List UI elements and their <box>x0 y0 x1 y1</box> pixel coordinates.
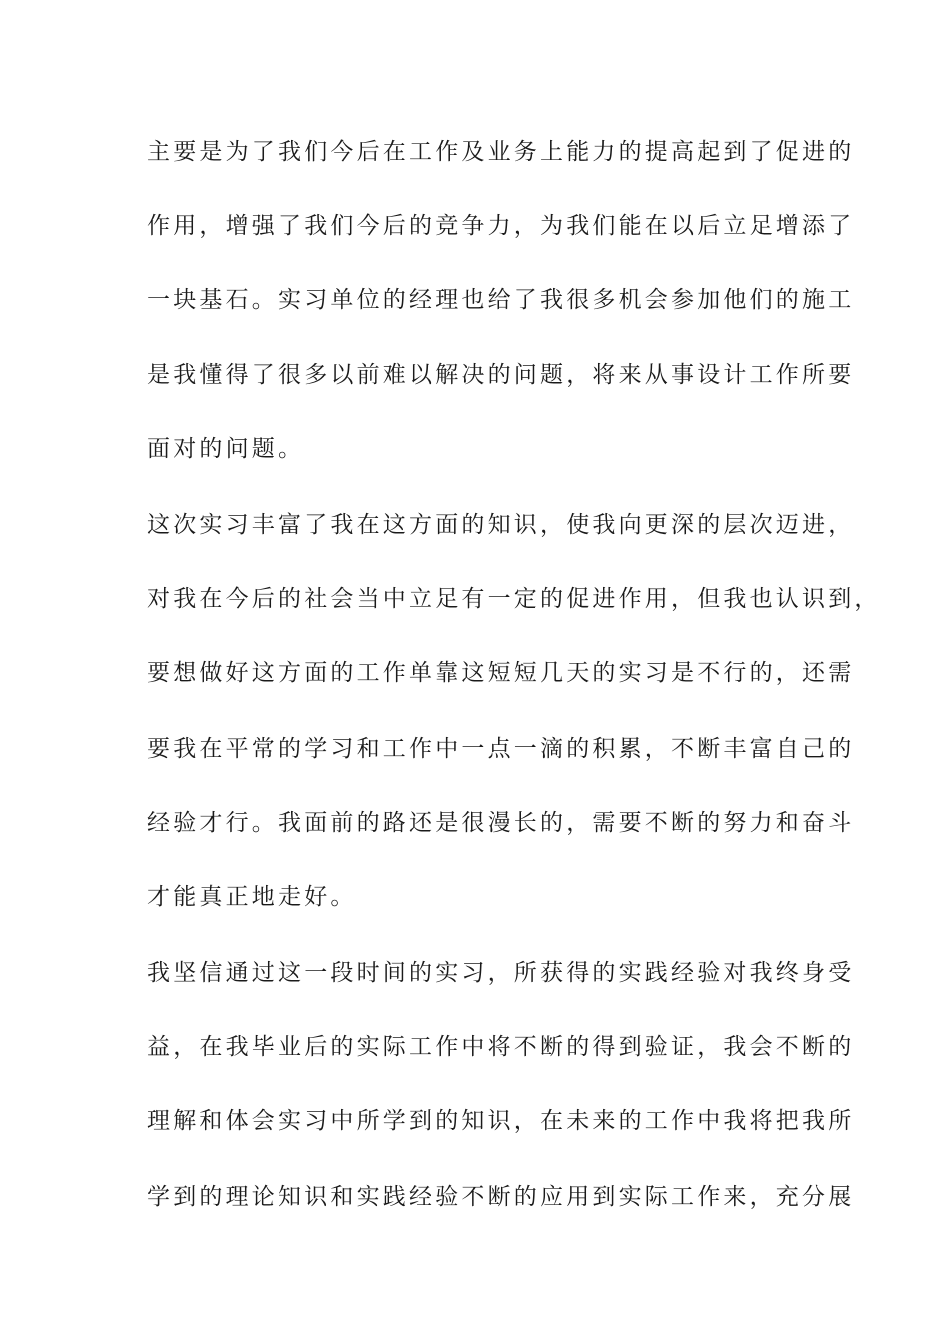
text-line: 作用，增强了我们今后的竞争力，为我们能在以后立足增添了 <box>147 213 855 239</box>
text-line: 我坚信通过这一段时间的实习，所获得的实践经验对我终身受 <box>147 960 855 986</box>
text-line: 要我在平常的学习和工作中一点一滴的积累，不断丰富自己的 <box>147 736 855 762</box>
text-line: 才能真正地走好。 <box>147 884 357 910</box>
text-line: 是我懂得了很多以前难以解决的问题，将来从事设计工作所要 <box>147 362 855 388</box>
text-line: 要想做好这方面的工作单靠这短短几天的实习是不行的，还需 <box>147 660 855 686</box>
text-line: 益，在我毕业后的实际工作中将不断的得到验证，我会不断的 <box>147 1034 855 1060</box>
text-line: 学到的理论知识和实践经验不断的应用到实际工作来，充分展 <box>147 1184 855 1210</box>
text-line: 主要是为了我们今后在工作及业务上能力的提高起到了促进的 <box>147 139 855 165</box>
text-line: 经验才行。我面前的路还是很漫长的，需要不断的努力和奋斗 <box>147 810 855 836</box>
text-line: 对我在今后的社会当中立足有一定的促进作用，但我也认识到， <box>147 586 881 612</box>
text-line: 一块基石。实习单位的经理也给了我很多机会参加他们的施工 <box>147 287 855 313</box>
text-line: 这次实习丰富了我在这方面的知识，使我向更深的层次迈进， <box>147 512 855 538</box>
text-line: 面对的问题。 <box>147 436 305 462</box>
text-line: 理解和体会实习中所学到的知识，在未来的工作中我将把我所 <box>147 1108 855 1134</box>
